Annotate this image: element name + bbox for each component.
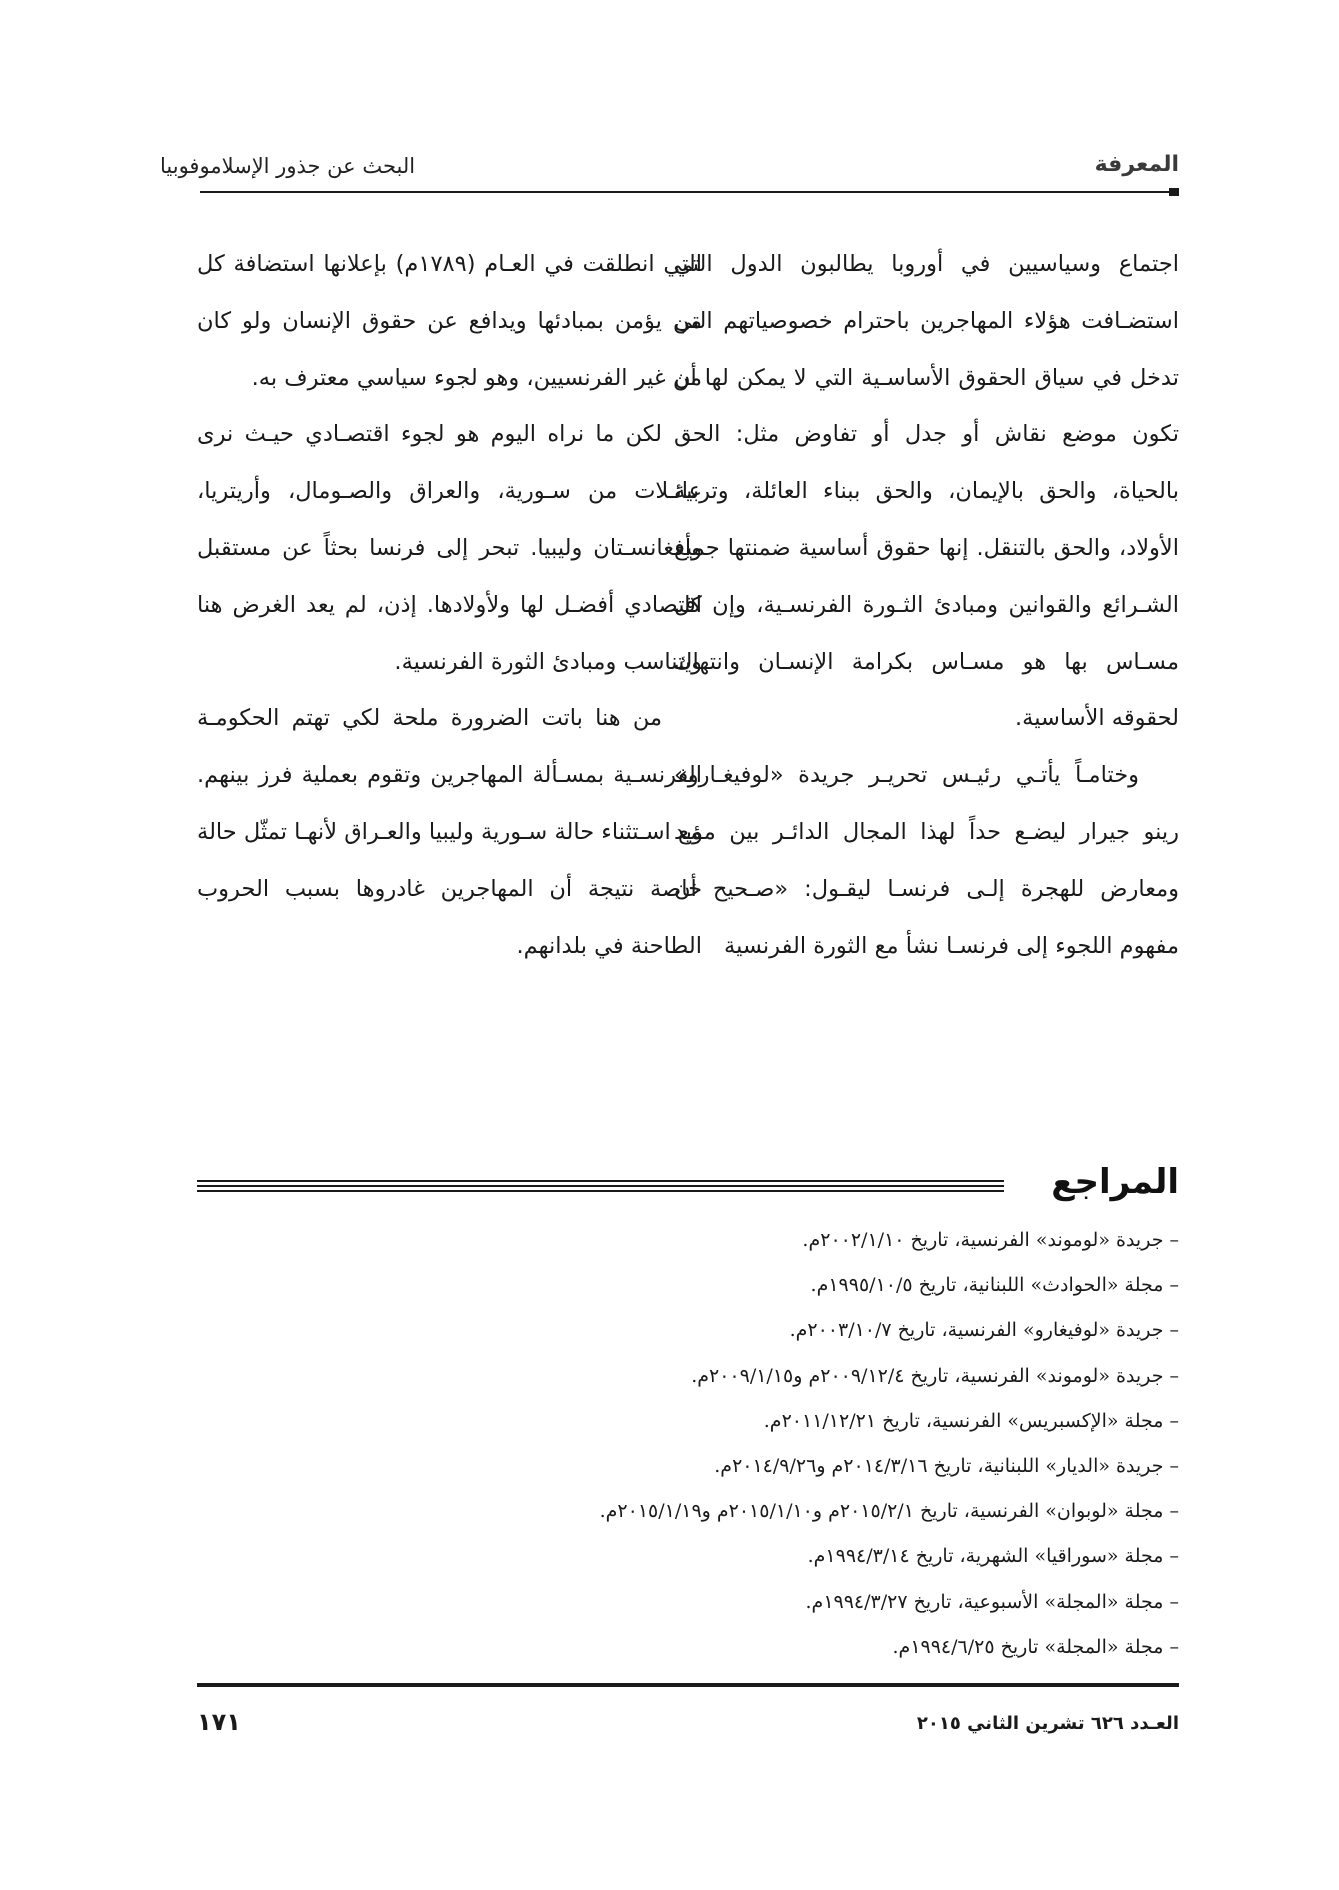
header-rule xyxy=(200,191,1179,193)
reference-item: – مجلة «لوبوان» الفرنسية، تاريخ ٢٠١٥/٢/١م و٢٠١٥/١/١٠م و٢٠١٥/١/١٩م. xyxy=(599,1500,1179,1523)
reference-item: – جريدة «لوموند» الفرنسية، تاريخ ٢٠٠٢/١/١٠م. xyxy=(802,1229,1179,1251)
reference-item: – مجلة «الحوادث» اللبنانية، تاريخ ١٩٩٥/١٠/٥م. xyxy=(810,1274,1179,1297)
header-rule-tab xyxy=(1169,188,1179,196)
reference-item: – جريدة «الديار» اللبنانية، تاريخ ٢٠١٤/٣/١٦م و٢٠١٤/٩/٢٦م. xyxy=(714,1455,1179,1478)
reference-item: – جريدة «لوفيغارو» الفرنسية، تاريخ ٢٠٠٣/١٠/٧م. xyxy=(789,1319,1179,1342)
references-heading-rule xyxy=(197,1180,1004,1195)
paragraph: وختامـاً يأتـي رئيـس تحريـر جريدة «لوفيغـارو» رينو جيرار ليضـع حداً لهذا المجال الدائـر بين مؤيد ومعارض للهجرة إلـى فرنسـا ليقـول: «صـحيح أن مفهوم اللجوء إلى فرنسـا نشأ مع الثورة الفرنسية xyxy=(674,762,1179,959)
footer-rule xyxy=(197,1683,1179,1687)
article-column-right xyxy=(674,236,1179,974)
reference-item: – مجلة «المجلة» تاريخ ١٩٩٤/٦/٢٥م. xyxy=(892,1635,1179,1658)
paragraph: من هنا باتت الضرورة ملحة لكي تهتم الحكومـة الفرنسـية بمسـألة المهاجرين وتقوم بعملية فرز بينهم. مع اسـتثناء حالة سـورية وليبيا والعـراق لأنهـا تمثّل حالة خاصة نتيجة أن المهاجرين غادروها بسبب الحروب الطاحنة في بلدانهم. xyxy=(197,705,702,959)
reference-item: – مجلة «الإكسبريس» الفرنسية، تاريخ ٢٠١١/١٢/٢١م. xyxy=(763,1409,1179,1432)
references-heading: المراجع xyxy=(1051,1162,1179,1202)
paragraph: اجتماع وسياسيين في أوروبا يطالبون الدول التي استضـافت هؤلاء المهاجرين باحترام خصوصياتهم التي تدخل في سياق الحقوق الأساسـية التي لا يمكن لها أن تكون موضع نقاش أو جدل أو تفاوض مثل: الحق بالحياة، والحق بالإيمان، والحق ببناء العائلة، وتربية الأولاد، والحق بالتنقل. إنها حقوق أساسية ضمنتها جميع الشـرائع والقوانين ومبادئ الثـورة الفرنسـية، وإن كل مسـاس بها هو مسـاس بكرامة الإنسـان وانتهاك لحقوقه الأساسية. xyxy=(674,251,1179,732)
article-column-left xyxy=(197,236,702,974)
reference-item: – مجلة «سوراقيا» الشهرية، تاريخ ١٩٩٤/٣/١٤م. xyxy=(807,1545,1179,1568)
page-number: ١٧١ xyxy=(197,1708,241,1736)
references-list xyxy=(199,1218,1179,1670)
running-title: البحث عن جذور الإسلاموفوبيا xyxy=(160,154,416,178)
paragraph: لكن ما نراه اليوم هو لجوء اقتصـادي حيـث نرى عائـلات من سـورية، والعراق والصـومال، وأريتريا، وأفغانسـتان وليبيا. تبحر إلى فرنسا بحثاً عن مستقبل اقتصادي أفضـل لها ولأولادها. إذن، لم يعد الغرض هنا ويتناسب ومبادئ الثورة الفرنسية. xyxy=(197,421,702,675)
reference-item: – جريدة «لوموند» الفرنسية، تاريخ ٢٠٠٩/١٢/٤م و٢٠٠٩/١/١٥م. xyxy=(691,1364,1179,1387)
journal-logo: المعرفة xyxy=(1094,152,1179,177)
paragraph: التي انطلقت في العـام (١٧٨٩م) بإعلانها استضافة كل من يؤمن بمبادئها ويدافع عن حقوق الإنسان ولو كان من غير الفرنسيين، وهو لجوء سياسي معترف به. xyxy=(197,251,703,391)
reference-item: – مجلة «المجلة» الأسبوعية، تاريخ ١٩٩٤/٣/٢٧م. xyxy=(805,1590,1179,1613)
issue-info: العـدد ٦٢٦ تشرين الثاني ٢٠١٥ xyxy=(916,1713,1179,1734)
